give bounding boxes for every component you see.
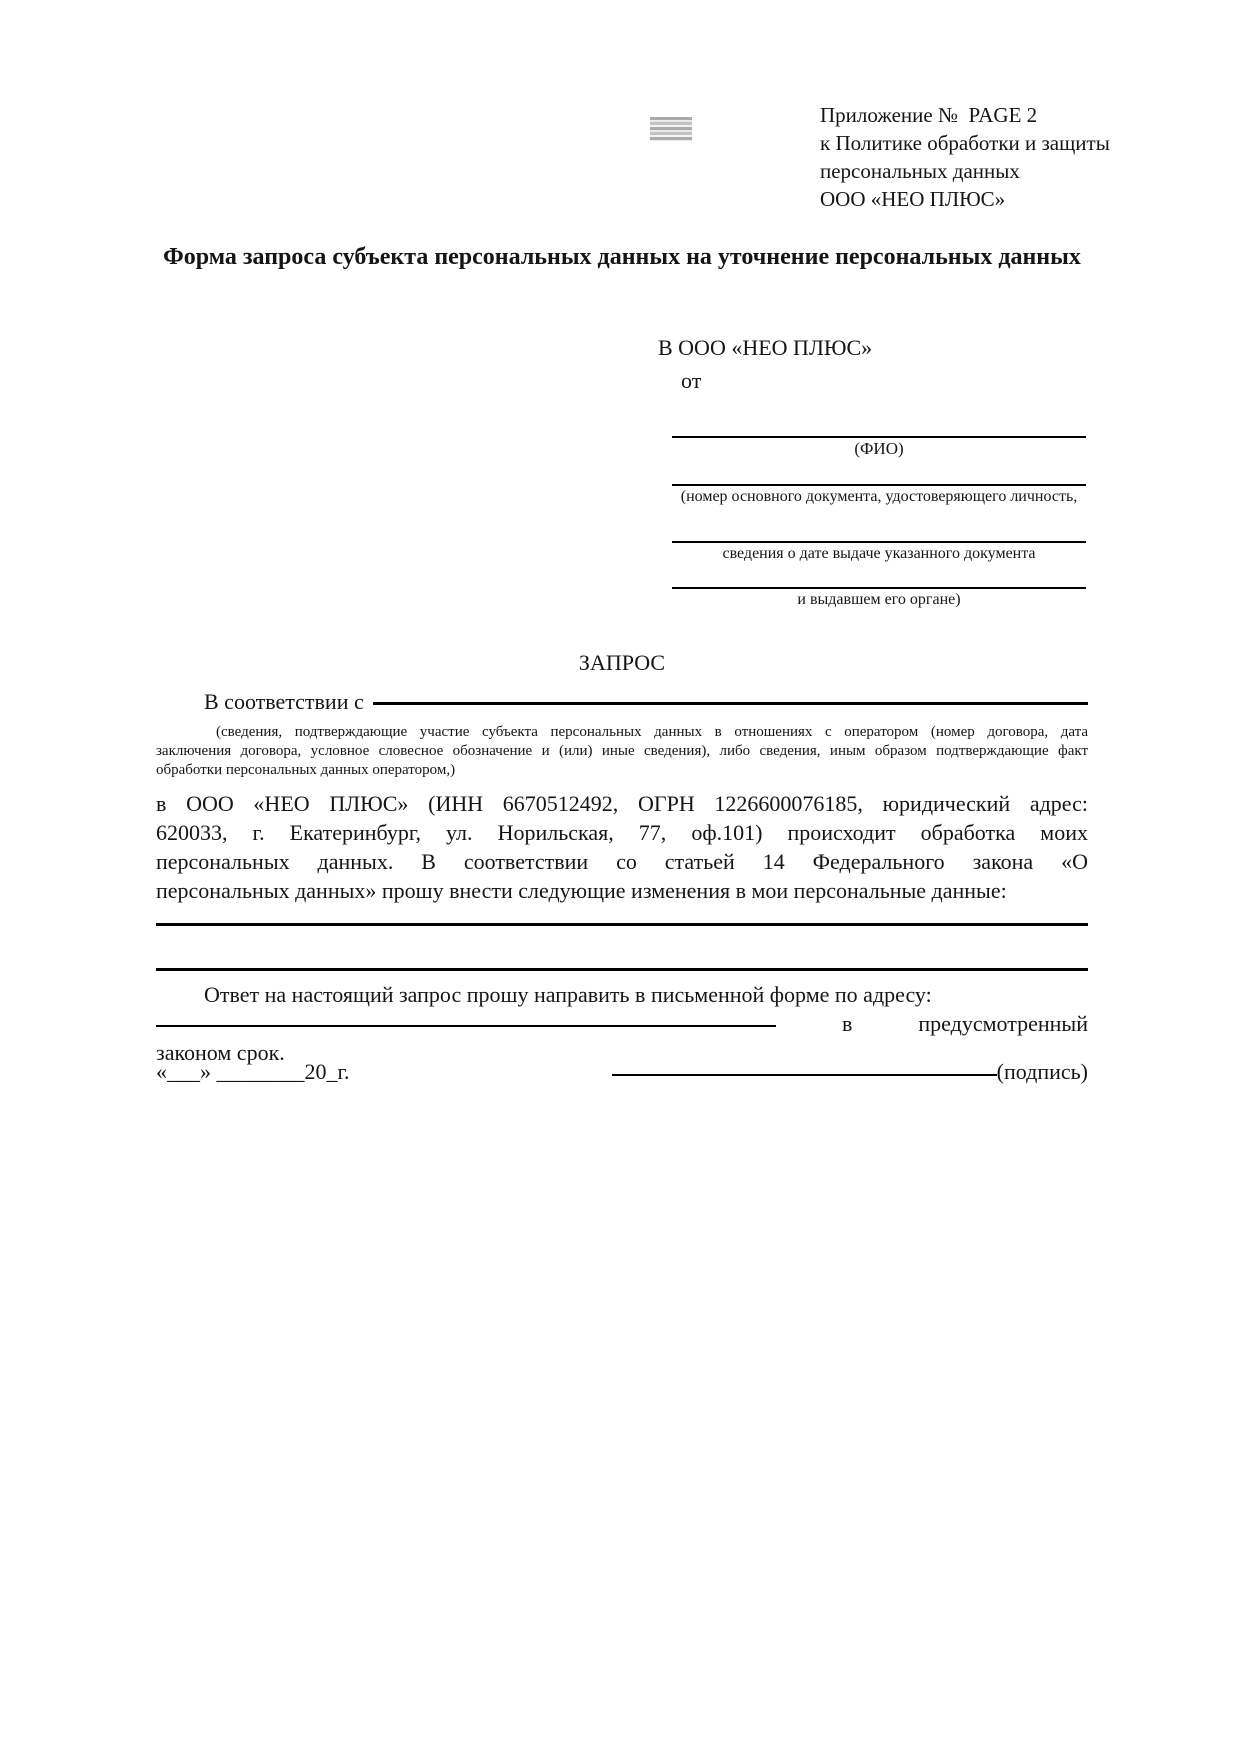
full-name-caption: (ФИО) xyxy=(854,439,904,458)
footnote-line: (сведения, подтверждающие участие субъекта персональных данных в отношениях с оператором (номер договора, дата xyxy=(216,724,1088,740)
appendix-company-line: ООО «НЕО ПЛЮС» xyxy=(820,187,1006,211)
signature-row xyxy=(156,1058,1088,1086)
footnote xyxy=(156,723,1088,780)
response-address-line xyxy=(156,1009,1088,1038)
issuing-authority-caption: и выдавшем его органе) xyxy=(797,591,961,608)
intro-text: В соответствии с xyxy=(204,689,364,714)
response-block xyxy=(156,980,1088,1067)
request-body xyxy=(156,789,1088,905)
body-line: персональных данных. В соответствии со статьей 14 Федерального закона «О xyxy=(156,849,1088,874)
appendix-number-line: Приложение № PAGE 2 xyxy=(820,103,1038,127)
response-line: Ответ на настоящий запрос прошу направить в письменной форме по адресу: xyxy=(204,982,932,1007)
addressee-from: от xyxy=(681,368,702,393)
field-document-number xyxy=(658,484,1086,508)
document-number-caption: (номер основного документа, удостоверяющего личность, xyxy=(680,488,1078,505)
appendix-policy-line: к Политике обработки и защиты xyxy=(820,131,1110,155)
footnote-line: заключения договора, условное словесное обозначение и (или) иные сведения), либо сведения, иным образом подтверждающие факт xyxy=(156,743,1088,759)
issue-date-caption: сведения о дате выдаче указанного документа xyxy=(722,545,1036,562)
embedded-object-icon xyxy=(650,117,692,141)
address-fill-line[interactable] xyxy=(156,1025,776,1027)
changes-fill-line-2[interactable] xyxy=(156,968,1088,971)
signature-caption: (подпись) xyxy=(996,1059,1088,1084)
body-line: персональных данных» прошу внести следующие изменения в мои персональные данные: xyxy=(156,878,1007,903)
signature-group xyxy=(612,1058,1088,1086)
addressee-to: В ООО «НЕО ПЛЮС» xyxy=(658,335,873,360)
request-section xyxy=(156,650,1088,1067)
request-intro-line xyxy=(156,688,1088,716)
field-full-name xyxy=(658,436,1086,460)
body-line: 620033, г. Екатеринбург, ул. Норильская, 77, оф.101) происходит обработка моих xyxy=(156,820,1088,845)
appendix-subject-line: персональных данных xyxy=(820,159,1020,183)
body-line: в ООО «НЕО ПЛЮС» (ИНН 6670512492, ОГРН 1226600076185, юридический адрес: xyxy=(156,791,1088,816)
signature-fill-line[interactable] xyxy=(612,1074,997,1076)
addressee-block xyxy=(658,334,1086,611)
field-issuing-authority xyxy=(658,587,1086,611)
changes-fill-line-1[interactable] xyxy=(156,923,1088,926)
response-line: законом срок. xyxy=(156,1040,285,1065)
footnote-line: обработки персональных данных оператором,) xyxy=(156,762,456,778)
basis-fill-line[interactable] xyxy=(373,702,1088,705)
response-word: предусмотренный xyxy=(918,1011,1088,1036)
request-heading: ЗАПРОС xyxy=(578,650,666,675)
date-fill-field[interactable]: «___» ________20_г. xyxy=(156,1059,350,1084)
form-title: Форма запроса субъекта персональных данных на уточнение персональных данных xyxy=(163,244,1081,270)
appendix-header xyxy=(820,101,1120,213)
response-word: в xyxy=(842,1011,853,1036)
field-issue-date xyxy=(658,541,1086,565)
